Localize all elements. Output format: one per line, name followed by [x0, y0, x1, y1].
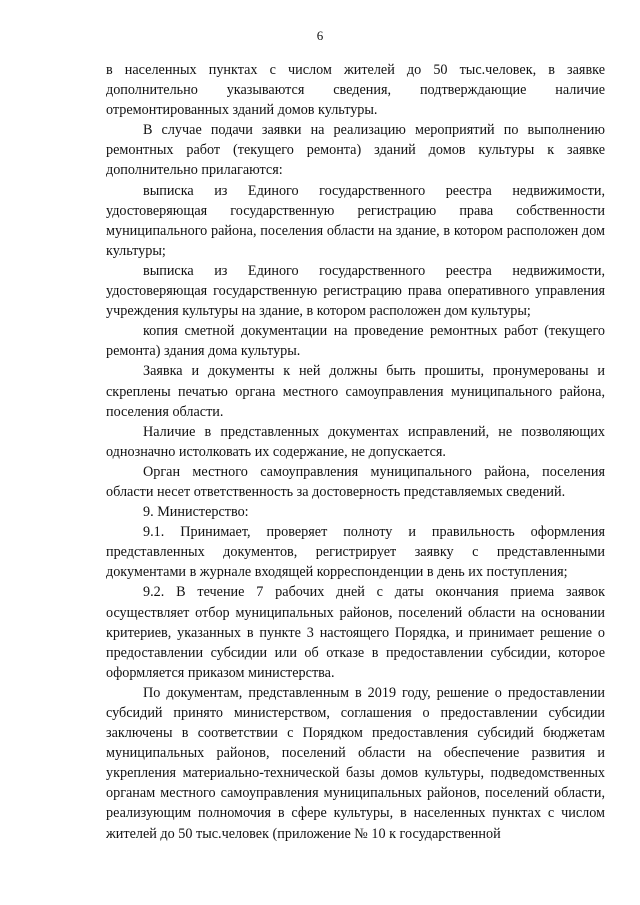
paragraph-9-1: 9.1. Принимает, проверяет полноту и правильность оформления представленных документов, регистрирует заявку с представленными документами в журнале входящей корреспонденции в день их поступления;	[106, 524, 605, 581]
paragraph-ownership-extract: выписка из Единого государственного реестра недвижимости, удостоверяющая государственную регистрацию права собственности муниципального района, поселения области на здание, в котором расположен дом культуры;	[106, 182, 605, 259]
paragraph-2019-decision: По документам, представленным в 2019 году, решение о предоставлении субсидий принято министерством, соглашения о предоставлении субсидии заключены в соответствии с Порядком предоставления субсидий бюджетам муниципальных районов, поселений области на обеспечение развития и укрепления материально-технической базы домов культуры, подведомственных органам местного самоуправления муниципальных районов, поселений области, реализующим полномочия в сфере культуры, в населенных пунктах с числом жителей до 50 тыс.человек (приложение № 10 к государственной	[106, 684, 605, 842]
paragraph-operational-extract: выписка из Единого государственного реестра недвижимости, удостоверяющая государственную регистрацию права оперативного управления учреждения культуры на здание, в котором расположен дом культуры;	[106, 262, 605, 320]
paragraph-binding-requirements: Заявка и документы к ней должны быть прошиты, пронумерованы и скреплены печатью органа местного самоуправления муниципального района, поселения области.	[106, 363, 605, 420]
paragraph-application-repair: В случае подачи заявки на реализацию мероприятий по выполнению ремонтных работ (текущего ремонта) зданий домов культуры к заявке дополнительно прилагаются:	[106, 122, 605, 179]
section-heading-ministry: 9. Министерство:	[143, 504, 249, 521]
paragraph-continuation: в населенных пунктах с числом жителей до 50 тыс.человек, в заявке дополнительно указываются сведения, подтверждающие наличие отремонтированных зданий домов культуры.	[106, 62, 605, 119]
paragraph-corrections: Наличие в представленных документах исправлений, не позволяющих однозначно истолковать их содержание, не допускается.	[106, 423, 605, 460]
paragraph-responsibility: Орган местного самоуправления муниципального района, поселения области несет ответственность за достоверность представляемых сведений.	[106, 463, 605, 500]
page-number: 6	[316, 28, 324, 43]
paragraph-9-2: 9.2. В течение 7 рабочих дней с даты окончания приема заявок осуществляет отбор муниципальных районов, поселений области на основании критериев, указанных в пункте 3 настоящего Порядка, и принимает решение о предоставлении субсидии или об отказе в предоставлении субсидии, которое оформляется приказом министерства.	[106, 584, 605, 681]
document-body	[106, 60, 605, 844]
paragraph-estimate-copy: копия сметной документации на проведение ремонтных работ (текущего ремонта) здания дома культуры.	[106, 323, 605, 360]
